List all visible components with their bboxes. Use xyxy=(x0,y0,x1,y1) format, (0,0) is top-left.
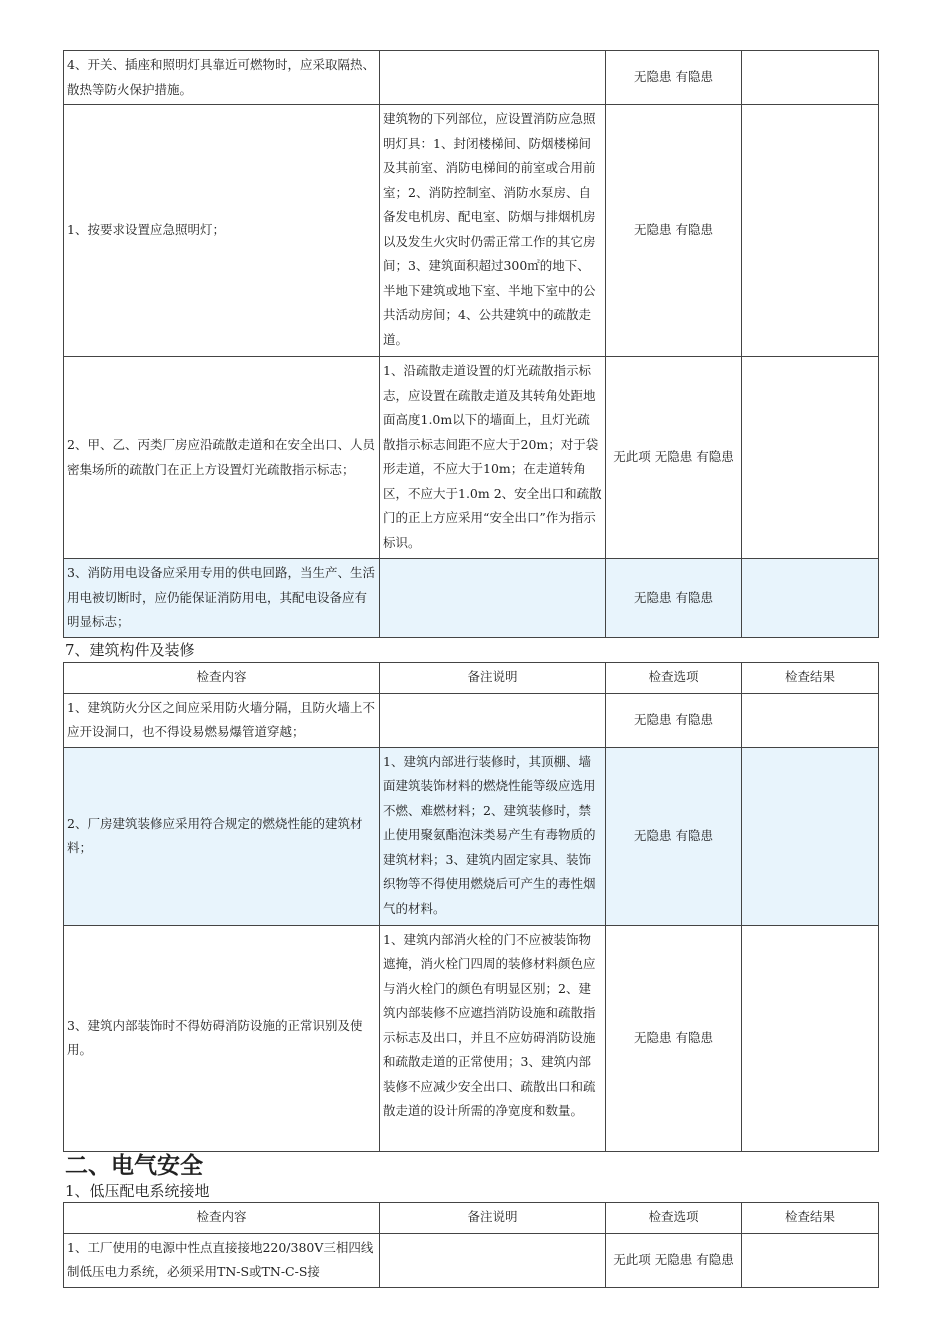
check-result[interactable] xyxy=(742,559,879,638)
column-header: 检查内容 xyxy=(64,1202,380,1233)
column-header: 备注说明 xyxy=(380,662,606,693)
check-content: 3、消防用电设备应采用专用的供电回路，当生产、生活用电被切断时，应仍能保证消防用电，其配电设备应有明显标志； xyxy=(64,559,380,638)
check-content: 4、开关、插座和照明灯具靠近可燃物时，应采取隔热、散热等防火保护措施。 xyxy=(64,51,380,105)
table-header-row xyxy=(64,1202,879,1233)
table-row xyxy=(64,357,879,559)
subsection-title: 1、低压配电系统接地 xyxy=(65,1181,210,1200)
check-content: 2、厂房建筑装修应采用符合规定的燃烧性能的建筑材料； xyxy=(64,747,380,925)
table-row xyxy=(64,1233,879,1287)
check-option[interactable]: 无隐患 有隐患 xyxy=(606,925,742,1151)
note-cell: 1、沿疏散走道设置的灯光疏散指示标志，应设置在疏散走道及其转角处距地面高度1.0m以下的墙面上，且灯光疏散指示标志间距不应大于20m；对于袋形走道，不应大于10m；在走道转角区，不应大于1.0m 2、安全出口和疏散门的正上方应采用“安全出口”作为指示标识。 xyxy=(380,357,606,559)
column-header: 检查内容 xyxy=(64,662,380,693)
note-cell: 1、建筑内部消火栓的门不应被装饰物遮掩，消火栓门四周的装修材料颜色应与消火栓门的颜色有明显区别；2、建筑内部装修不应遮挡消防设施和疏散指示标志及出口，并且不应妨碍消防设施和疏散走道的正常使用；3、建筑内部装修不应减少安全出口、疏散出口和疏散走道的设计所需的净宽度和数量。 xyxy=(380,925,606,1151)
column-header: 检查结果 xyxy=(742,662,879,693)
check-option[interactable]: 无此项 无隐患 有隐患 xyxy=(606,357,742,559)
column-header: 备注说明 xyxy=(380,1202,606,1233)
check-option[interactable]: 无此项 无隐患 有隐患 xyxy=(606,1233,742,1287)
note-cell xyxy=(380,559,606,638)
note-cell xyxy=(380,51,606,105)
check-result[interactable] xyxy=(742,747,879,925)
check-option[interactable]: 无隐患 有隐患 xyxy=(606,51,742,105)
note-cell: 1、建筑内部进行装修时，其顶棚、墙面建筑装饰材料的燃烧性能等级应选用不燃、难燃材料；2、建筑装修时，禁止使用聚氨酯泡沫类易产生有毒物质的建筑材料；3、建筑内固定家具、装饰织物等不得使用燃烧后可产生的毒性烟气的材料。 xyxy=(380,747,606,925)
inspection-table-electric xyxy=(63,1202,879,1288)
document-page xyxy=(63,50,878,1288)
check-result[interactable] xyxy=(742,51,879,105)
column-header: 检查结果 xyxy=(742,1202,879,1233)
check-result[interactable] xyxy=(742,693,879,747)
table-row xyxy=(64,105,879,357)
check-result[interactable] xyxy=(742,105,879,357)
inspection-table-building xyxy=(63,662,879,1152)
check-result[interactable] xyxy=(742,925,879,1151)
table-row xyxy=(64,559,879,638)
note-cell xyxy=(380,693,606,747)
note-cell: 建筑物的下列部位，应设置消防应急照明灯具：1、封闭楼梯间、防烟楼梯间及其前室、消防电梯间的前室或合用前室；2、消防控制室、消防水泵房、自备发电机房、配电室、防烟与排烟机房以及发生火灾时仍需正常工作的其它房间；3、建筑面积超过300㎡的地下、半地下建筑或地下室、半地下室中的公共活动房间；4、公共建筑中的疏散走道。 xyxy=(380,105,606,357)
check-content: 2、甲、乙、丙类厂房应沿疏散走道和在安全出口、人员密集场所的疏散门在正上方设置灯光疏散指示标志； xyxy=(64,357,380,559)
table-row xyxy=(64,51,879,105)
check-content: 1、按要求设置应急照明灯； xyxy=(64,105,380,357)
check-result[interactable] xyxy=(742,357,879,559)
check-option[interactable]: 无隐患 有隐患 xyxy=(606,693,742,747)
check-content: 3、建筑内部装饰时不得妨碍消防设施的正常识别及使用。 xyxy=(64,925,380,1151)
section-title: 7、建筑构件及装修 xyxy=(65,640,195,659)
table-row xyxy=(64,925,879,1151)
table-row xyxy=(64,747,879,925)
table-header-row xyxy=(64,662,879,693)
table-row xyxy=(64,693,879,747)
check-option[interactable]: 无隐患 有隐患 xyxy=(606,747,742,925)
section-heading: 二、电气安全 xyxy=(65,1152,203,1179)
inspection-table-continued xyxy=(63,50,879,638)
check-content: 1、工厂使用的电源中性点直接接地220/380V三相四线制低压电力系统，必须采用TN-S或TN-C-S接 xyxy=(64,1233,380,1287)
check-option[interactable]: 无隐患 有隐患 xyxy=(606,105,742,357)
note-cell xyxy=(380,1233,606,1287)
check-content: 1、建筑防火分区之间应采用防火墙分隔，且防火墙上不应开设洞口，也不得设易燃易爆管道穿越； xyxy=(64,693,380,747)
check-option[interactable]: 无隐患 有隐患 xyxy=(606,559,742,638)
column-header: 检查选项 xyxy=(606,1202,742,1233)
check-result[interactable] xyxy=(742,1233,879,1287)
column-header: 检查选项 xyxy=(606,662,742,693)
